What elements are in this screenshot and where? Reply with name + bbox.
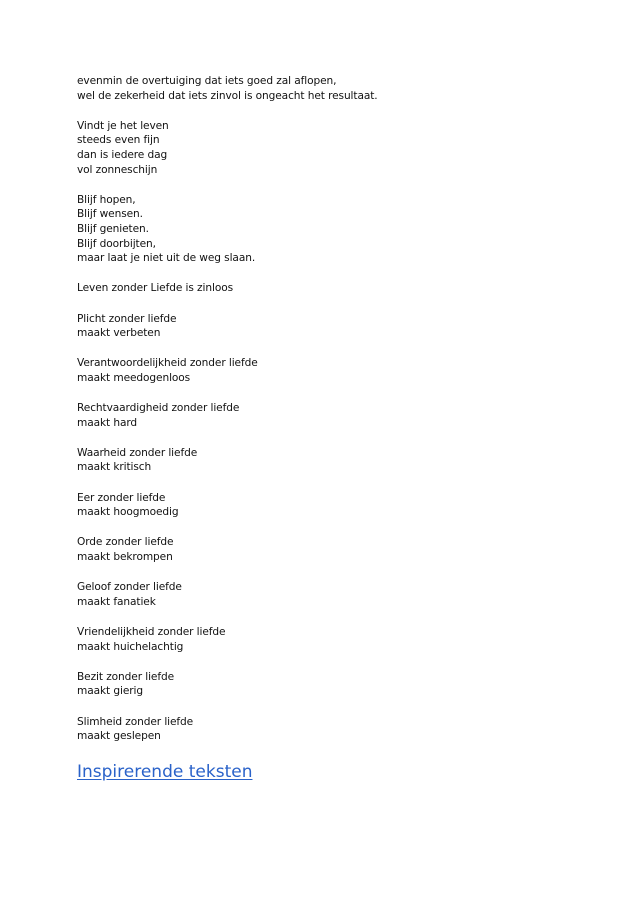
text-line: Verantwoordelijkheid zonder liefde [77,357,258,370]
stanza [77,193,638,266]
text-line: maakt geslepen [77,730,161,743]
text-line: maakt huichelachtig [77,640,184,653]
text-line: maakt meedogenloos [77,371,191,384]
stanza [77,312,638,341]
text-line: Blijf hopen, [77,193,136,206]
text-line: maar laat je niet uit de weg slaan. [77,252,256,265]
stanza [77,491,638,520]
text-line: Vindt je het leven [77,119,169,132]
stanza [77,580,638,609]
text-line: Slimheid zonder liefde [77,715,194,728]
text-line: Eer zonder liefde [77,491,166,504]
stanza [77,401,638,430]
inspirerende-teksten-link[interactable]: Inspirerende teksten [77,762,253,783]
text-line: maakt bekrompen [77,551,173,563]
stanza [77,119,638,177]
stanza [77,715,638,744]
text-line: maakt fanatiek [77,595,156,608]
stanza [77,446,638,475]
text-line: dan is iedere dag [77,148,168,161]
stanza [77,535,638,564]
text-line: vol zonneschijn [77,163,158,176]
text-line: maakt hard [77,416,138,429]
text-line: Blijf doorbijten, [77,237,156,250]
text-line: Plicht zonder liefde [77,312,177,325]
text-line: Vriendelijkheid zonder liefde [77,625,226,638]
text-line: wel de zekerheid dat iets zinvol is ongeacht het resultaat. [77,89,378,102]
text-line: evenmin de overtuiging dat iets goed zal aflopen, [77,75,337,87]
text-line: Rechtvaardigheid zonder liefde [77,402,240,415]
stanza [77,281,638,296]
text-line: maakt verbeten [77,327,161,340]
text-line: maakt kritisch [77,461,152,474]
text-line: Geloof zonder liefde [77,581,182,594]
text-line: Orde zonder liefde [77,536,174,549]
stanza [77,670,638,699]
stanza [77,74,638,103]
text-line: steeds even fijn [77,134,160,147]
text-line: Leven zonder Liefde is zinloos [77,282,233,295]
stanza [77,625,638,654]
poem-body [77,74,638,744]
text-line: Bezit zonder liefde [77,670,175,683]
text-line: Blijf genieten. [77,222,149,235]
text-line: maakt gierig [77,685,143,698]
stanza [77,356,638,385]
text-line: Waarheid zonder liefde [77,446,198,459]
text-line: Blijf wensen. [77,208,143,221]
text-line: maakt hoogmoedig [77,506,179,519]
